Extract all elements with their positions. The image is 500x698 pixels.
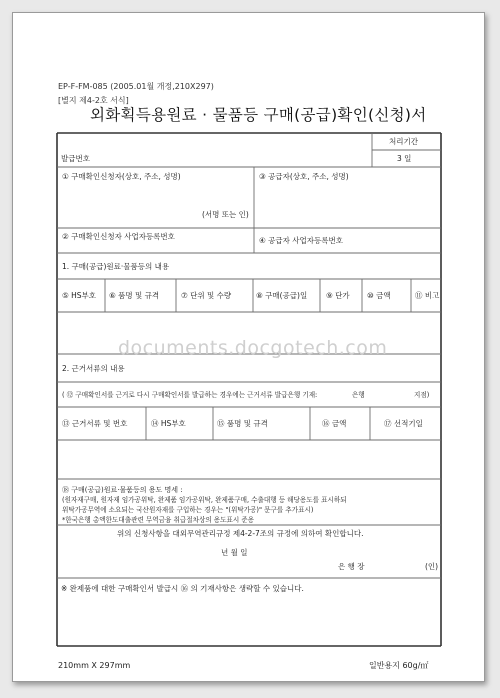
form-title: 외화획득용원료 · 물품등 구매(공급)확인(신청)서	[90, 106, 427, 124]
usage-line-1: ⑱ 구매(공급)원료·물품등의 용도 명세 :	[62, 486, 183, 494]
paper-weight: 일반용지 60g/㎡	[369, 661, 429, 670]
col-item-spec: ⑥ 품명 및 규격	[109, 291, 160, 300]
supplier-label: ③ 공급자(상호, 주소, 성명)	[259, 172, 349, 181]
col-hs-code-2: ⑭ HS부호	[151, 419, 186, 428]
col-unit-qty: ⑦ 단위 및 수량	[181, 291, 232, 300]
signature-label: (서명 또는 인)	[202, 210, 249, 219]
col-amount: ⑩ 금액	[367, 291, 391, 300]
usage-line-2: (원자재구매, 원자재 임가공위탁, 완제품 임가공위탁, 완제품구매, 수출대행 등 해당용도를 표시하되	[62, 496, 347, 504]
col-hs-code: ⑤ HS부호	[62, 291, 96, 300]
declaration-date: 년 월 일	[221, 548, 248, 557]
col-basis-doc: ⑬ 근거서류 및 번호	[62, 419, 128, 428]
form-code: EP-F-FM-085 (2005.01월 개정,210X297)	[58, 82, 214, 91]
note-text: ※ 완제품에 대한 구매확인서 발급시 ⑯ 의 기재사항은 생략할 수 있습니다.	[61, 584, 304, 593]
col-ship-date: ⑰ 선적기일	[384, 419, 423, 428]
section2-notice: ( ⑫ 구매확인서를 근거로 다시 구매확인서를 발급하는 경우에는 근거서류 발급은행 기재:	[62, 391, 318, 399]
col-unit-price: ⑨ 단가	[326, 291, 350, 300]
section2-title: 2. 근거서류의 내용	[62, 364, 125, 373]
col-remarks: ⑪ 비고	[415, 291, 440, 300]
section1-title: 1. 구매(공급)원료·물품등의 내용	[62, 262, 170, 271]
issue-number-label: 발급번호	[61, 154, 90, 163]
usage-line-4: *한국은행 총액한도대출관련 무역금융 취급절차상의 용도표시 준용	[62, 516, 255, 524]
applicant-label: ① 구매확인신청자(상호, 주소, 성명)	[62, 172, 181, 181]
processing-period-label: 처리기간	[389, 137, 418, 146]
declaration-text: 위의 신청사항을 대외무역관리규정 제4-2-7조의 규정에 의하여 확인합니다.	[117, 529, 364, 538]
processing-period-value: 3 일	[397, 154, 412, 163]
annex-label: [별지 제4-2호 서식]	[58, 96, 129, 105]
bank-label: 은행	[352, 391, 365, 399]
usage-line-3: 위탁가공무역에 소요되는 국산원자재를 구입하는 경우는 "(위탁가공)" 문구를 추가표시)	[62, 506, 314, 514]
bank-head-label: 은 행 장	[338, 562, 365, 571]
applicant-bizno-label: ② 구매확인신청자 사업자등록번호	[62, 232, 175, 241]
col-amount-2: ⑯ 금액	[322, 419, 347, 428]
paper-size: 210mm X 297mm	[58, 661, 131, 670]
col-supply-date: ⑧ 구매(공급)일	[256, 291, 308, 300]
branch-label: 지점)	[414, 391, 430, 399]
watermark: documents.docgotech.com	[118, 337, 388, 359]
supplier-bizno-label: ④ 공급자 사업자등록번호	[259, 236, 343, 245]
seal-label: (인)	[425, 562, 439, 571]
col-item-spec-2: ⑮ 품명 및 규격	[217, 419, 268, 428]
